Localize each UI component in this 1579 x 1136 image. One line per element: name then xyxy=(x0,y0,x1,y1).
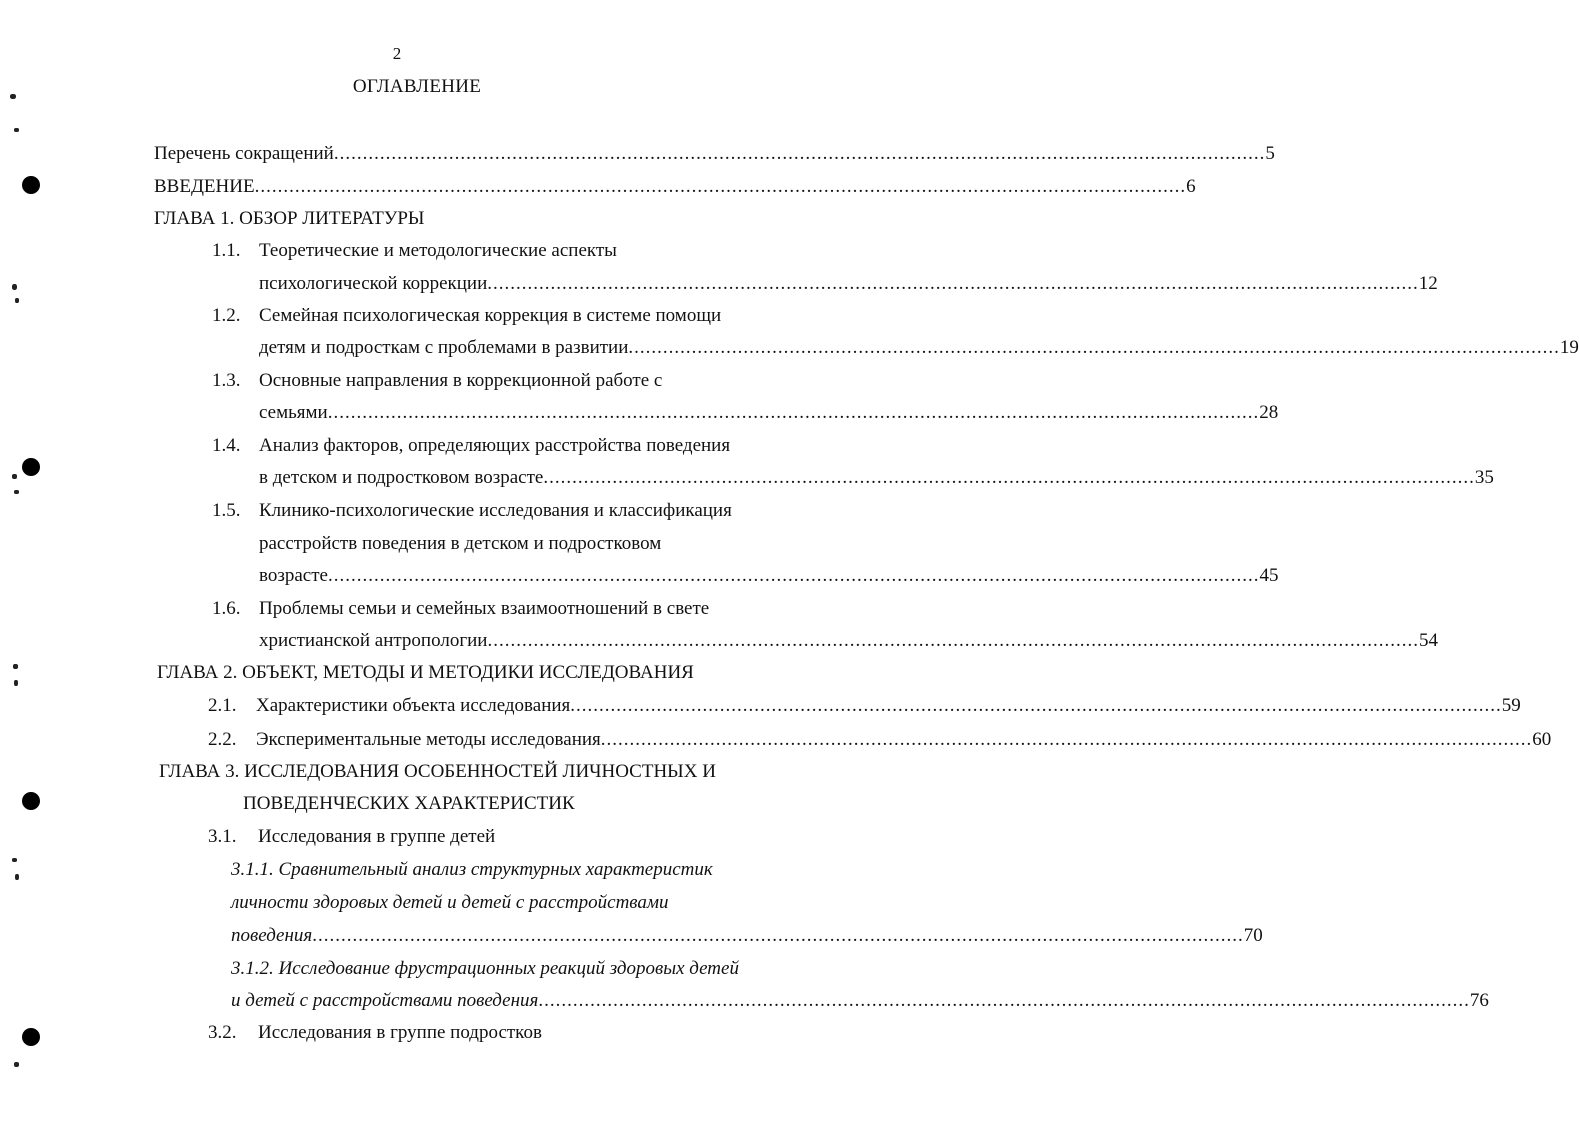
toc-page-number: 76 xyxy=(1469,990,1489,1011)
toc-section-1-4-line2[interactable] xyxy=(259,466,1494,490)
toc-page-number: 54 xyxy=(1418,630,1438,651)
toc-entry-text: Экспериментальные методы исследования xyxy=(256,729,601,750)
toc-chapter-2[interactable]: ГЛАВА 2. ОБЪЕКТ, МЕТОДЫ И МЕТОДИКИ ИССЛЕДОВАНИЯ xyxy=(157,662,694,683)
toc-page-number: 45 xyxy=(1259,565,1279,586)
toc-section-1-2-line1[interactable]: Семейная психологическая коррекция в системе помощи xyxy=(259,305,722,326)
toc-subsection-3-1-2-line1[interactable]: 3.1.2. Исследование фрустрационных реакций здоровых детей xyxy=(231,958,739,979)
toc-page-number: 5 xyxy=(1265,143,1275,164)
scan-speck xyxy=(15,298,19,303)
scan-speck xyxy=(15,874,19,880)
toc-page-number: 19 xyxy=(1559,337,1579,358)
toc-section-1-3-line1[interactable]: Основные направления в коррекционной работе с xyxy=(259,370,663,391)
scan-speck xyxy=(12,474,17,479)
toc-page-number: 60 xyxy=(1532,729,1552,750)
toc-subsection-3-1-1-line1[interactable]: 3.1.1. Сравнительный анализ структурных характеристик xyxy=(231,859,713,880)
scan-speck xyxy=(12,284,17,290)
toc-subsection-3-1-1-line2[interactable]: личности здоровых детей и детей с расстройствами xyxy=(231,892,669,913)
toc-section-number: 1.6. xyxy=(212,598,241,619)
toc-subsection-3-1-1-line3[interactable] xyxy=(231,924,1263,948)
scan-speck xyxy=(14,680,18,686)
toc-subsection-3-1-2-line2[interactable] xyxy=(231,989,1489,1013)
scan-hole-mark xyxy=(22,1028,40,1046)
toc-entry-text: в детском и подростковом возрасте xyxy=(259,467,544,488)
leader-dots: .................................................................................................................................................................. xyxy=(538,990,1470,1011)
toc-page-number: 35 xyxy=(1474,467,1494,488)
toc-section-1-5-line1[interactable]: Клинико-психологические исследования и классификация xyxy=(259,500,732,521)
leader-dots: .................................................................................................................................................................. xyxy=(327,565,1260,586)
scan-speck xyxy=(14,128,19,132)
toc-section-1-5-line2[interactable]: расстройств поведения в детском и подростковом xyxy=(259,533,662,554)
toc-section-1-6-line1[interactable]: Проблемы семьи и семейных взаимоотношений в свете xyxy=(259,598,710,619)
toc-section-number: 3.1. xyxy=(208,826,237,847)
toc-section-1-4-line1[interactable]: Анализ факторов, определяющих расстройства поведения xyxy=(259,435,731,456)
leader-dots: .................................................................................................................................................................. xyxy=(487,630,1419,651)
toc-chapter-3-line2[interactable]: ПОВЕДЕНЧЕСКИХ ХАРАКТЕРИСТИК xyxy=(243,793,575,814)
page-title: ОГЛАВЛЕНИЕ xyxy=(352,76,482,97)
toc-entry-text: поведения xyxy=(231,925,313,946)
scan-speck xyxy=(14,1062,19,1067)
scan-speck xyxy=(12,858,17,862)
toc-page-number: 28 xyxy=(1259,402,1279,423)
toc-section-3-1[interactable]: Исследования в группе детей xyxy=(258,826,496,847)
toc-entry-text: семьями xyxy=(259,402,328,423)
toc-entry-text: ВВЕДЕНИЕ xyxy=(154,176,255,197)
page-number: 2 xyxy=(392,44,402,63)
toc-section-1-2-line2[interactable] xyxy=(259,336,1579,360)
toc-section-number: 1.4. xyxy=(212,435,241,456)
toc-section-1-1-line1[interactable]: Теоретические и методологические аспекты xyxy=(259,240,617,261)
toc-section-number: 2.2. xyxy=(208,729,237,750)
toc-entry-introduction[interactable] xyxy=(154,175,1196,199)
toc-chapter-1[interactable]: ГЛАВА 1. ОБЗОР ЛИТЕРАТУРЫ xyxy=(154,208,425,229)
scan-hole-mark xyxy=(22,792,40,810)
toc-page-number: 70 xyxy=(1243,925,1263,946)
toc-entry-text: Характеристики объекта исследования xyxy=(256,695,571,716)
scan-hole-mark xyxy=(22,176,40,194)
toc-entry-text: психологической коррекции xyxy=(259,273,488,294)
toc-section-number: 1.5. xyxy=(212,500,241,521)
toc-entry-text: и детей с расстройствами поведения xyxy=(231,990,539,1011)
leader-dots: .................................................................................................................................................................. xyxy=(333,143,1266,164)
leader-dots: .................................................................................................................................................................. xyxy=(312,925,1244,946)
toc-section-number: 1.2. xyxy=(212,305,241,326)
toc-section-2-2[interactable] xyxy=(256,728,1552,752)
toc-entry-text: Перечень сокращений xyxy=(154,143,334,164)
leader-dots: .................................................................................................................................................................. xyxy=(543,467,1475,488)
toc-entry-text: возрасте xyxy=(259,565,328,586)
toc-entry-text: детям и подросткам с проблемами в развитии xyxy=(259,337,629,358)
toc-page-number: 6 xyxy=(1186,176,1196,197)
toc-section-number: 2.1. xyxy=(208,695,237,716)
toc-section-1-1-line2[interactable] xyxy=(259,272,1438,296)
scan-hole-mark xyxy=(22,458,40,476)
toc-entry-abbreviations[interactable] xyxy=(154,142,1275,166)
toc-section-3-2[interactable]: Исследования в группе подростков xyxy=(258,1022,542,1043)
leader-dots: .................................................................................................................................................................. xyxy=(327,402,1260,423)
leader-dots: .................................................................................................................................................................. xyxy=(254,176,1187,197)
leader-dots: .................................................................................................................................................................. xyxy=(628,337,1560,358)
toc-section-number: 1.3. xyxy=(212,370,241,391)
toc-section-number: 1.1. xyxy=(212,240,241,261)
toc-section-1-5-line3[interactable] xyxy=(259,564,1279,588)
toc-section-number: 3.2. xyxy=(208,1022,237,1043)
toc-page-number: 12 xyxy=(1418,273,1438,294)
leader-dots: .................................................................................................................................................................. xyxy=(570,695,1502,716)
scan-speck xyxy=(14,490,19,494)
toc-entry-text: христианской антропологии xyxy=(259,630,488,651)
toc-section-2-1[interactable] xyxy=(256,694,1521,718)
scan-speck xyxy=(13,664,18,669)
toc-page-number: 59 xyxy=(1501,695,1521,716)
toc-section-1-3-line2[interactable] xyxy=(259,401,1279,425)
leader-dots: .................................................................................................................................................................. xyxy=(487,273,1419,294)
toc-section-1-6-line2[interactable] xyxy=(259,629,1438,653)
toc-chapter-3-line1[interactable]: ГЛАВА 3. ИССЛЕДОВАНИЯ ОСОБЕННОСТЕЙ ЛИЧНОСТНЫХ И xyxy=(159,761,716,782)
leader-dots: .................................................................................................................................................................. xyxy=(600,729,1533,750)
